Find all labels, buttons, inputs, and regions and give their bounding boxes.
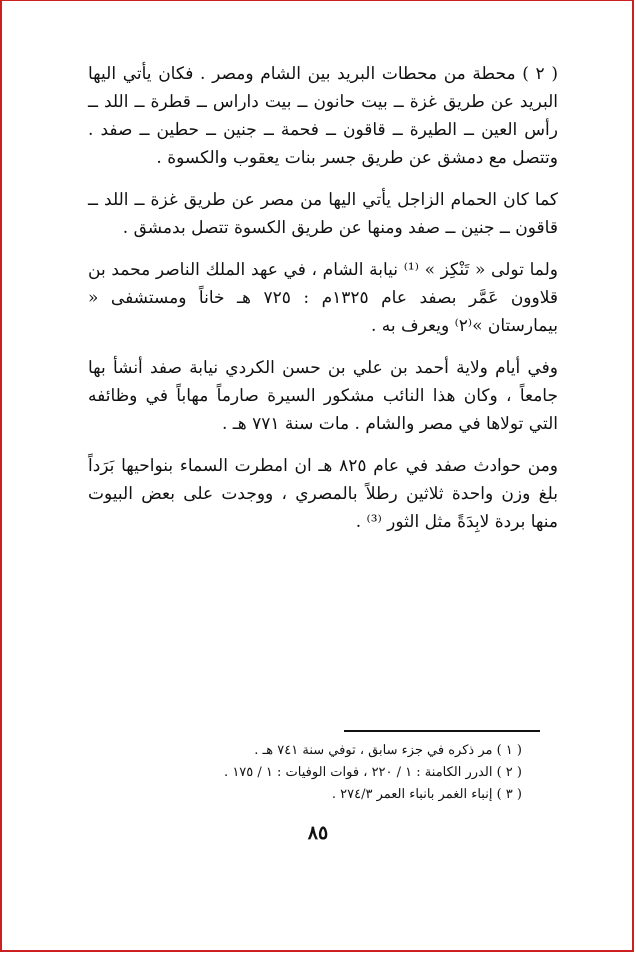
paragraph-1: ( ٢ ) محطة من محطات البريد بين الشام ومصر . فكان يأتي اليها البريد عن طريق غزة ــ بيت حانون ــ بيت داراس ــ قطرة ــ اللد ــ رأس العين ــ الطيرة ــ قاقون ــ فحمة ــ جنين ــ حطين ــ صفد . وتتصل مع دمشق عن طريق جسر بنات يعقوب والكسوة . [88,64,558,168]
footnote-2: ( ٢ ) الدرر الكامنة : ١ / ٢٢٠ ، فوات الوفيات : ١ / ١٧٥ . [224,765,522,780]
footnotes [170,740,522,806]
paragraph-3: ولما تولى « تَنْكِز » ⁽¹⁾ نيابة الشام ، في عهد الملك الناصر محمد بن قلاوون عَمَّر بصفد عام ١٣٢٥م : ٧٢٥ هـ خاناً ومستشفى « بيمارستان »⁽٢⁾ ويعرف به . [88,260,558,336]
page-number: ٨٥ [307,822,329,844]
footnote-3: ( ٣ ) إنباء الغمر بانباء العمر ٢٧٤/٣ . [331,787,522,802]
paragraph-4: وفي أيام ولاية أحمد بن علي بن حسن الكردي نيابة صفد أنشأ بها جامعاً ، وكان هذا النائب مشكور السيرة صارماً مهاباً في وظائفه التي تولاها في مصر والشام . مات سنة ٧٧١ هـ . [88,358,558,434]
main-text [88,60,558,550]
footnote-1: ( ١ ) مر ذكره في جزء سابق ، توفي سنة ٧٤١ هـ . [254,743,522,758]
paragraph-5: ومن حوادث صفد في عام ٨٢٥ هـ ان امطرت السماء بنواحيها بَرَداً بلغ وزن واحدة ثلاثين رطلاً بالمصري ، ووجدت على بعض البيوت منها بردة لابِدَةً مثل الثور ⁽³⁾ . [88,456,559,532]
paragraph-2: كما كان الحمام الزاجل يأتي اليها من مصر عن طريق غزة ــ اللد ــ قاقون ــ جنين ــ صفد ومنها عن طريق الكسوة تتصل بدمشق . [88,190,558,238]
footnote-divider [344,730,540,732]
